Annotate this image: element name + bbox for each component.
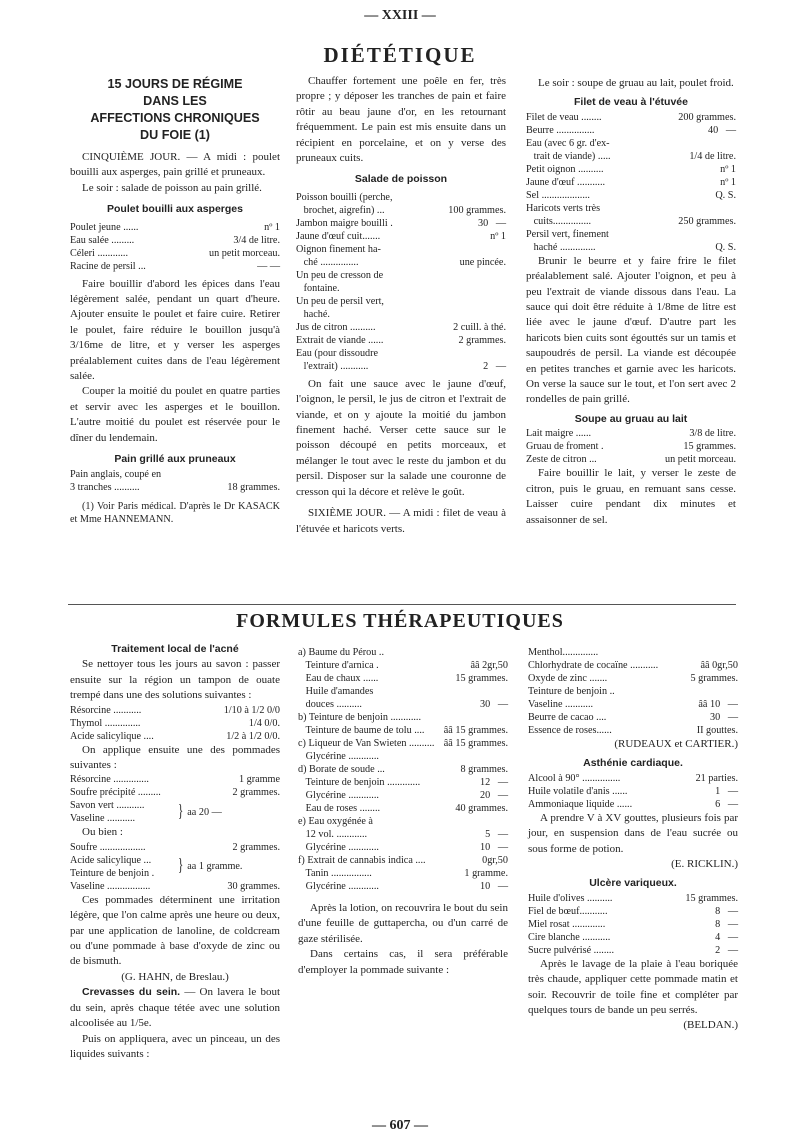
formula-text: Ou bien :	[82, 826, 123, 839]
formula-row	[70, 880, 280, 893]
formula-text: Ces pommades déterminent une irritation légère, que l'on calme après une heure ou deux, par une application de lanoline, de coldcream ou d'une pommade à base d'oxyde de zinc ou de bismuth.	[70, 893, 280, 968]
ingredient-name: Cire blanche ...........	[528, 931, 611, 943]
author: (BELDAN.)	[683, 1019, 738, 1032]
ingredient-row	[70, 481, 280, 494]
formula-row	[70, 841, 280, 854]
ingredient-name: Gruau de froment .	[526, 441, 604, 453]
ingredient-name: e) Eau oxygénée à	[298, 816, 373, 827]
ingredient-name: Beurre de cacao ....	[528, 712, 607, 723]
col1-title	[70, 76, 280, 144]
author: (G. HAHN, de Breslau.)	[121, 970, 229, 983]
ingredient-row	[526, 440, 736, 453]
ingredient-row	[70, 730, 280, 743]
ingredient-name: Vaseline ...........	[528, 699, 594, 710]
ingredient-name: d) Borate de soude ...	[298, 764, 385, 775]
formules-col1	[70, 642, 280, 1062]
col3-text-3: Faire bouillir le lait, y verser le zeste de citron, puis le gruau, en remuant sans cesse. Laisser cuire pendant dix minutes et assaisonner de sel.	[526, 467, 736, 526]
author: (E. RICKLIN.)	[671, 858, 738, 871]
ingredient-name: Eau (avec 6 gr. d'ex-	[526, 137, 610, 149]
ingredient-qty: une pincée.	[459, 256, 506, 268]
ingredient-name: Huile volatile d'anis ......	[528, 785, 628, 797]
formules-col3	[528, 646, 738, 1034]
formula-title: Asthénie cardiaque.	[583, 757, 683, 770]
ingredient-row	[298, 750, 508, 763]
ingredient-qty: ââ 10 —	[698, 699, 738, 710]
ingredient-row	[526, 215, 736, 228]
ingredient-row	[298, 724, 508, 737]
ingredient-name: haché ..............	[526, 241, 596, 253]
ingredient-list	[526, 111, 736, 254]
ingredient-row	[528, 646, 738, 659]
formula-qty: 30 grammes.	[227, 880, 280, 892]
formula-title: Traitement local de l'acné	[111, 643, 239, 655]
ingredient-row	[528, 785, 738, 798]
section-title-dietetique: DIÉTÉTIQUE	[323, 43, 477, 67]
page-number: — 607 —	[372, 1118, 428, 1133]
ingredient-name: ché ...............	[296, 256, 359, 268]
ingredient-row	[298, 854, 508, 867]
recipe-title: Soupe au gruau au lait	[574, 412, 688, 425]
ingredient-name: cuits...............	[526, 215, 592, 227]
ingredient-name: Teinture d'arnica .	[298, 660, 379, 671]
ingredient-qty: 40 grammes.	[455, 803, 508, 814]
ingredient-row	[528, 918, 738, 931]
ingredient-qty: 200 grammes.	[678, 111, 736, 123]
ingredient-qty: 40 —	[707, 124, 736, 136]
recipe-text: Couper la moitié du poulet en quatre parties et servir avec les asperges et le bouillon. L'autre moitié du poulet est réservée pour le dîner du lendemain.	[70, 385, 280, 444]
footnote: (1) Voir Paris médical. D'après le Dr KASACK et Mme HANNEMANN.	[70, 500, 280, 525]
ingredient-qty: 4 —	[715, 931, 738, 943]
ingredient-row	[296, 347, 506, 360]
title-line: 15 JOURS DE RÉGIME	[107, 77, 243, 91]
formula-qty: 1 gramme	[238, 774, 280, 786]
ingredient-name: Sel ...................	[526, 189, 590, 201]
ingredient-name: Tanin ................	[298, 868, 372, 879]
section-divider	[68, 604, 736, 605]
ingredient-name: c) Liqueur de Van Swieten ..........	[298, 738, 435, 749]
ingredient-row	[296, 308, 506, 321]
ingredient-name: a) Baume du Pérou ..	[298, 647, 385, 658]
ingredient-name: Huile d'olives ..........	[528, 892, 613, 904]
formula-text: Après la lotion, on recouvrira le bout du sein d'une feuille de guttapercha, ou d'un carré de gaze stérilisée.	[298, 902, 508, 945]
formula-brace-group	[70, 854, 280, 880]
ingredient-name: Sucre pulvérisé ........	[528, 944, 615, 956]
ingredient-name: fontaine.	[296, 282, 340, 294]
ingredient-row	[296, 230, 506, 243]
formula-list	[528, 892, 738, 957]
ingredient-name: Teinture de baume de tolu ....	[298, 725, 425, 736]
ingredient-name: trait de viande) .....	[526, 150, 611, 162]
formula-qty: 2 grammes.	[232, 841, 280, 853]
col2	[296, 74, 506, 537]
ingredient-name: Glycérine ............	[298, 751, 379, 762]
ingredient-qty: 18 grammes.	[227, 481, 280, 493]
ingredient-qty: ââ 15 grammes.	[443, 738, 508, 749]
ingredient-name: Persil vert, finement	[526, 228, 609, 240]
formula-row	[70, 773, 280, 786]
ingredient-name: Poulet jeune ......	[70, 221, 139, 233]
ingredient-qty: nº 1	[264, 221, 280, 233]
ingredient-name: Jaune d'œuf cuit.......	[296, 230, 381, 242]
formula-brace-group	[70, 799, 280, 825]
ingredient-name: f) Extrait de cannabis indica ....	[298, 855, 426, 866]
ingredient-name: Oignon finement ha-	[296, 243, 381, 255]
ingredient-row	[296, 243, 506, 256]
ingredient-row	[526, 150, 736, 163]
ingredient-row	[298, 711, 508, 724]
ingredient-list	[526, 427, 736, 466]
ingredient-row	[298, 867, 508, 880]
ingredient-row	[70, 247, 280, 260]
ingredient-qty: 30 —	[709, 712, 738, 723]
ingredient-row	[70, 717, 280, 730]
ingredient-row	[296, 269, 506, 282]
ingredient-row	[528, 724, 738, 737]
ingredient-qty: 30 —	[477, 217, 506, 229]
ingredient-qty: 2 —	[715, 944, 738, 956]
ingredient-qty: 15 grammes.	[455, 673, 508, 684]
ingredient-qty: ââ 15 grammes.	[443, 725, 508, 736]
ingredient-name: b) Teinture de benjoin ............	[298, 712, 422, 723]
formula-qty: aa 20 —	[187, 806, 222, 818]
ingredient-qty: un petit morceau.	[208, 247, 280, 259]
ingredient-row	[298, 815, 508, 828]
ingredient-name: Menthol..............	[528, 647, 599, 658]
page-header-roman: — XXIII —	[364, 8, 436, 23]
ingredient-qty: 100 grammes.	[448, 204, 506, 216]
ingredient-row	[526, 202, 736, 215]
ingredient-row	[296, 334, 506, 347]
formula-list	[528, 772, 738, 811]
ingredient-row	[298, 659, 508, 672]
ingredient-qty: 2 cuill. à thé.	[453, 321, 506, 333]
ingredient-row	[528, 892, 738, 905]
formula-list	[70, 841, 280, 893]
formula-text: Puis on appliquera, avec un pinceau, un des liquides suivants :	[70, 1032, 280, 1060]
ingredient-row	[528, 944, 738, 957]
ingredient-name: Chlorhydrate de cocaïne ...........	[528, 660, 659, 671]
ingredient-name: Ammoniaque liquide ......	[528, 798, 633, 810]
ingredient-name: Jambon maigre bouilli .	[296, 217, 393, 229]
ingredient-qty: 6 —	[715, 798, 738, 810]
ingredient-row	[296, 282, 506, 295]
ingredient-qty: 1/4 0/0.	[248, 717, 280, 729]
ingredient-name: Oxyde de zinc .......	[528, 673, 608, 684]
ingredient-list	[70, 221, 280, 273]
ingredient-qty: un petit morceau.	[664, 454, 736, 466]
ingredient-row	[528, 772, 738, 785]
ingredient-row	[296, 256, 506, 269]
ingredient-qty: II gouttes.	[696, 725, 738, 736]
formula-name: Teinture de benjoin .	[70, 867, 155, 879]
formula-name: Vaseline .................	[70, 880, 151, 892]
ingredient-name: Filet de veau ........	[526, 111, 602, 123]
ingredient-qty: 3/8 de litre.	[689, 428, 736, 440]
ingredient-name: Extrait de viande ......	[296, 334, 384, 346]
col1-intro-1: CINQUIÈME JOUR. — A midi : poulet bouilli aux asperges, pain grillé et pruneaux.	[70, 151, 280, 179]
ingredient-row	[526, 241, 736, 254]
col3-text-2: Brunir le beurre et y faire frire le filet préalablement salé. Ajouter l'oignon, et peu à peu l'extrait de viande dissous dans l'eau. La sauce qui doit être réduite à 1/8me de litre est liée avec le jaune d'œuf. D'autre part les haricots bien cuits sont égouttés sur un tamis et saupoudrés de persil. La viande est découpée en petites tranches et garnie avec les haricots. On verse la sauce sur le tout, et l'on sert avec 2 rondelles de pain grillé.	[526, 254, 736, 406]
ingredient-qty: 5 —	[485, 829, 508, 840]
ingredient-qty: 10 —	[479, 842, 508, 853]
ingredient-qty: 21 parties.	[695, 772, 738, 784]
ingredient-name: Zeste de citron ...	[526, 454, 597, 466]
col3-text-1: Le soir : soupe de gruau au lait, poulet froid.	[538, 77, 734, 89]
formula-text: — On lavera le bout du sein, après chaque tétée avec une solution alcoolisée au 1/5e.	[70, 986, 281, 1030]
ingredient-row	[298, 698, 508, 711]
formula-qty: aa 1 gramme.	[187, 861, 243, 873]
recipe-title: Poulet bouilli aux asperges	[107, 203, 243, 216]
ingredient-row	[298, 685, 508, 698]
title-line: AFFECTIONS CHRONIQUES	[90, 111, 260, 125]
ingredient-qty: nº 1	[720, 163, 736, 175]
author: (RUDEAUX et CARTIER.)	[614, 738, 738, 750]
ingredient-row	[296, 217, 506, 230]
ingredient-row	[298, 776, 508, 789]
col2-text-3: SIXIÈME JOUR. — A midi : filet de veau à l'étuvée et haricots verts.	[296, 507, 506, 535]
ingredient-qty: 1 gramme.	[464, 868, 508, 879]
ingredient-name: Haricots verts très	[526, 202, 601, 214]
ingredient-qty: 1/4 de litre.	[689, 150, 736, 162]
col3	[526, 76, 736, 528]
ingredient-name: haché.	[296, 308, 330, 320]
ingredient-qty: 30 —	[479, 699, 508, 710]
ingredient-qty: 20 —	[479, 790, 508, 801]
ingredient-row	[298, 646, 508, 659]
formula-title: Crevasses du sein.	[82, 986, 181, 999]
ingredient-qty: 2 —	[483, 360, 506, 372]
ingredient-row	[70, 704, 280, 717]
ingredient-qty: 250 grammes.	[678, 215, 736, 227]
ingredient-name: brochet, aigrefin) ...	[296, 204, 385, 216]
ingredient-row	[528, 685, 738, 698]
recipe-text: Faire bouillir d'abord les épices dans l'eau légèrement salée, pendant un quart d'heure. Ajouter ensuite le poulet et faire cuire. Retirer le poulet, faire réduire le bouillon jusqu'à 3/16me de litre, et y verser les asperges préalablement cuites dans de l'eau légèrement salée.	[70, 277, 280, 383]
formula-text: Dans certains cas, il sera préférable d'employer la pommade suivante :	[298, 948, 508, 976]
ingredient-name: douces ..........	[298, 699, 362, 710]
ingredient-name: Acide salicylique ....	[70, 730, 154, 742]
formula-name: Résorcine ..............	[70, 774, 149, 786]
formula-text: Après le lavage de la plaie à l'eau boriquée très chaude, appliquer cette pommade matin et soir. Recouvrir de toile fine et compléter par quelques tours de bande un peu serrés.	[528, 957, 738, 1017]
recipe-title: Pain grillé aux pruneaux	[114, 453, 236, 466]
ingredient-qty: ââ 0gr,50	[700, 660, 738, 671]
ingredient-qty: 2 grammes.	[458, 334, 506, 346]
ingredient-name: 12 vol. ............	[298, 829, 368, 840]
ingredient-name: 3 tranches ..........	[70, 481, 140, 493]
ingredient-qty: 0gr,50	[482, 855, 508, 866]
ingredient-qty: nº 1	[490, 230, 506, 242]
title-line: DU FOIE (1)	[140, 128, 210, 142]
ingredient-row	[528, 672, 738, 685]
ingredient-row	[298, 763, 508, 776]
ingredient-name: Alcool à 90° ...............	[528, 772, 621, 784]
ingredient-name: Lait maigre ......	[526, 428, 592, 440]
ingredient-name: Petit oignon ..........	[526, 163, 604, 175]
ingredient-name: Jaune d'œuf ...........	[526, 176, 606, 188]
ingredient-row	[526, 163, 736, 176]
ingredient-name: Teinture de benjoin .............	[298, 777, 421, 788]
ingredient-name: Miel rosat .............	[528, 918, 606, 930]
ingredient-row	[298, 802, 508, 815]
ingredient-row	[526, 427, 736, 440]
formula-qty: 2 grammes.	[232, 787, 280, 799]
brace-icon: }	[178, 802, 184, 822]
formula-title: Ulcère variqueux.	[589, 877, 677, 890]
ingredient-name: Un peu de persil vert,	[296, 295, 384, 307]
ingredient-row	[526, 453, 736, 466]
ingredient-qty: 8 —	[715, 905, 738, 917]
formula-list	[528, 646, 738, 737]
ingredient-name: Résorcine ...........	[70, 704, 142, 716]
ingredient-qty: — —	[257, 260, 280, 272]
ingredient-row	[298, 789, 508, 802]
ingredient-row	[526, 137, 736, 150]
col1-intro-2: Le soir : salade de poisson au pain grillé.	[82, 181, 262, 194]
ingredient-qty: 15 grammes.	[685, 892, 738, 904]
formula-name: Acide salicylique ...	[70, 854, 152, 866]
ingredient-name: Glycérine ............	[298, 790, 379, 801]
ingredient-qty: 15 grammes.	[683, 441, 736, 453]
ingredient-name: Un peu de cresson de	[296, 269, 384, 281]
ingredient-row	[526, 228, 736, 241]
ingredient-row	[298, 841, 508, 854]
col1	[70, 76, 280, 526]
ingredient-row	[70, 221, 280, 234]
brace-icon: }	[178, 856, 184, 876]
formula-list	[298, 646, 508, 893]
formula-text: Se nettoyer tous les jours au savon : passer ensuite sur la région un tampon de ouate trempé dans une des solutions suivantes :	[70, 658, 280, 702]
ingredient-name: Eau (pour dissoudre	[296, 347, 379, 359]
formula-text: On applique ensuite une des pommades suivantes :	[70, 743, 280, 772]
ingredient-row	[528, 659, 738, 672]
ingredient-qty: 8 —	[715, 918, 738, 930]
recipe-title: Salade de poisson	[354, 173, 448, 186]
ingredient-row	[526, 176, 736, 189]
ingredient-name: Thymol ..............	[70, 717, 141, 729]
ingredient-row	[526, 124, 736, 137]
title-line: DANS LES	[143, 94, 207, 108]
formula-list	[70, 704, 280, 743]
ingredient-name: Glycérine ............	[298, 842, 379, 853]
ingredient-name: Glycérine ............	[298, 881, 379, 892]
formula-text: A prendre V à XV gouttes, plusieurs fois par jour, en suspension dans de l'eau sucrée ou sous forme de potion.	[528, 811, 738, 855]
col2-text-1: Chauffer fortement une poêle en fer, très propre ; y déposer les tranches de pain et faire rôtir au beau jaune d'or, en les retournant fréquemment. Le pain est mis ensuite dans un récipient en porcelaine, et on y verse des pruneaux cuits.	[296, 75, 506, 165]
ingredient-qty: 12 —	[479, 777, 508, 788]
ingredient-name: Beurre ...............	[526, 124, 595, 136]
ingredient-qty: 3/4 de litre.	[233, 234, 280, 246]
formula-name: Vaseline ...........	[70, 813, 136, 825]
ingredient-qty: 8 grammes.	[460, 764, 508, 775]
formula-list	[70, 773, 280, 825]
ingredient-line: Pain anglais, coupé en	[70, 468, 162, 480]
ingredient-qty: 1/2 à 1/2 0/0.	[226, 730, 280, 742]
ingredient-row	[298, 880, 508, 893]
ingredient-name: Poisson bouilli (perche,	[296, 191, 393, 203]
ingredient-name: Eau salée .........	[70, 234, 135, 246]
ingredient-name: Fiel de bœuf...........	[528, 905, 608, 917]
ingredient-qty: Q. S.	[715, 189, 736, 201]
ingredient-name: Jus de citron ..........	[296, 321, 376, 333]
ingredient-qty: Q. S.	[715, 241, 736, 253]
ingredient-name: l'extrait) ...........	[296, 360, 369, 372]
ingredient-row	[70, 234, 280, 247]
ingredient-list	[296, 191, 506, 373]
ingredient-name: Racine de persil ...	[70, 260, 146, 272]
ingredient-row	[296, 204, 506, 217]
ingredient-qty: nº 1	[720, 176, 736, 188]
ingredient-row	[526, 189, 736, 202]
ingredient-row	[296, 295, 506, 308]
formula-name: Soufre ..................	[70, 841, 146, 853]
ingredient-row	[298, 737, 508, 750]
ingredient-name: Céleri ............	[70, 247, 129, 259]
ingredient-row	[70, 260, 280, 273]
col2-text-2: On fait une sauce avec le jaune d'œuf, l'oignon, le persil, le jus de citron et l'extrait de viande, et on y ajoute la moitié du jambon finement haché. Verser cette sauce sur le poisson découpé en petits morceaux, et mélanger le tout avec le reste du jambon et du persil. Disposer sur la salade une couronne de cresson qui la décore et relève le goût.	[296, 377, 506, 498]
formula-row	[70, 786, 280, 799]
ingredient-row	[528, 798, 738, 811]
ingredient-name: Essence de roses......	[528, 725, 612, 736]
ingredient-row	[528, 931, 738, 944]
formula-name: Savon vert ...........	[70, 800, 145, 812]
ingredient-qty: 5 grammes.	[690, 673, 738, 684]
ingredient-qty: ââ 2gr,50	[470, 660, 508, 671]
formula-name: Soufre précipité .........	[70, 787, 161, 799]
section-title-formules: FORMULES THÉRAPEUTIQUES	[236, 610, 564, 632]
ingredient-row	[528, 711, 738, 724]
ingredient-row	[296, 321, 506, 334]
ingredient-name: Teinture de benjoin ..	[528, 686, 615, 697]
ingredient-name: Eau de roses ........	[298, 803, 381, 814]
ingredient-row	[298, 672, 508, 685]
ingredient-row	[296, 191, 506, 204]
recipe-title: Filet de veau à l'étuvée	[574, 96, 688, 109]
ingredient-name: Eau de chaux ......	[298, 673, 379, 684]
ingredient-row	[526, 111, 736, 124]
ingredient-name: Huile d'amandes	[298, 686, 374, 697]
ingredient-qty: 1 —	[715, 785, 738, 797]
ingredient-qty: 10 —	[479, 881, 508, 892]
formules-col2	[298, 646, 508, 978]
ingredient-qty: 1/10 à 1/2 0/0	[223, 704, 280, 716]
ingredient-row	[528, 698, 738, 711]
ingredient-row	[298, 828, 508, 841]
ingredient-row	[528, 905, 738, 918]
ingredient-row	[296, 360, 506, 373]
